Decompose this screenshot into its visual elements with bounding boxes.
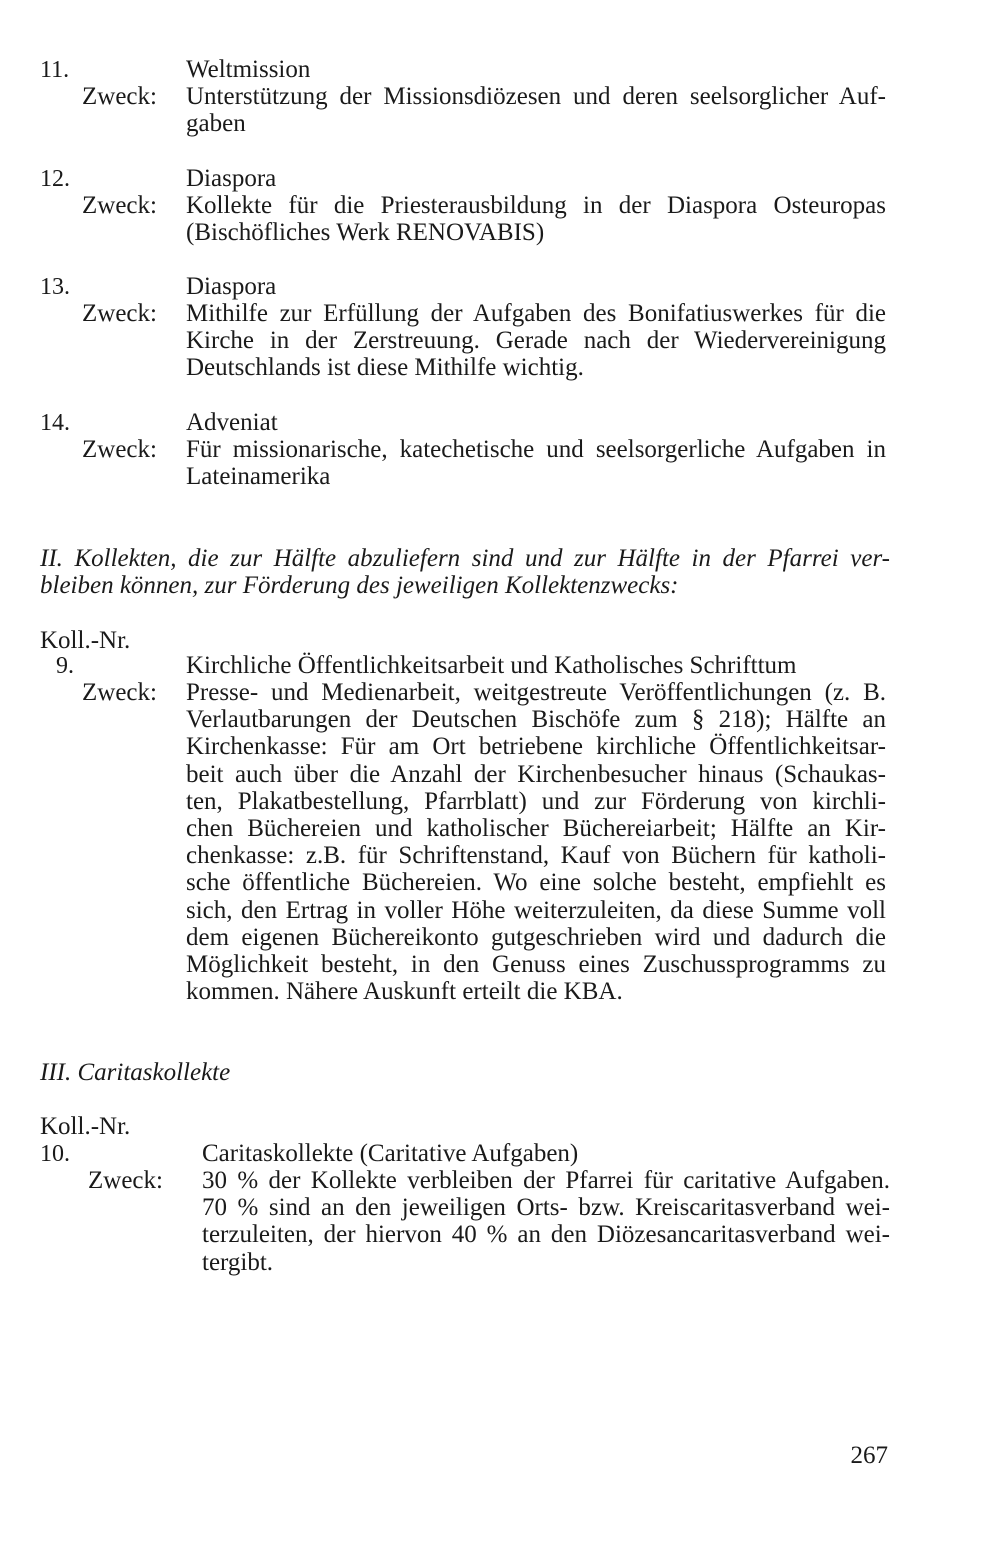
description-line: Kirchenkasse: Für am Ort betriebene kirchliche Öffentlichkeitsar- — [186, 733, 886, 761]
description-line: sche öffentliche Büchereien. Wo eine solche besteht, empfiehlt es — [186, 869, 886, 897]
description-line: terzuleiten, der hiervon 40 % an den Diözesancaritasverband wei- — [202, 1221, 890, 1249]
entry-description — [186, 300, 886, 382]
heading-line: II. Kollekten, die zur Hälfte abzuliefern sind und zur Hälfte in der Pfarrei ver- — [40, 545, 890, 572]
zweck-label: Zweck: — [82, 83, 157, 110]
zweck-label: Zweck: — [82, 192, 157, 219]
entry-description — [186, 83, 886, 137]
description-line: Presse- und Medienarbeit, weitgestreute Veröffentlichungen (z. B. — [186, 679, 886, 706]
description-line: ten, Plakatbestellung, Pfarrblatt) und zur Förderung von kirchli- — [186, 787, 886, 815]
entry-number: 12. — [40, 166, 70, 192]
zweck-label: Zweck: — [82, 300, 157, 327]
description-line: Kollekte für die Priesterausbildung in der Diaspora Osteuropas — [186, 192, 886, 219]
description-line: chen Büchereien und katholischer Büchereiarbeit; Hälfte an Kir- — [186, 815, 886, 843]
section-heading-ii — [40, 545, 890, 599]
entry-description — [186, 192, 886, 246]
description-line: 30 % der Kollekte verbleiben der Pfarrei für caritative Aufgaben. — [202, 1167, 890, 1194]
entry-description — [186, 436, 886, 490]
entry-title: Caritaskollekte (Caritative Aufgaben) — [202, 1140, 579, 1167]
entry-description — [202, 1167, 890, 1276]
entry-title: Kirchliche Öffentlichkeitsarbeit und Katholisches Schrifttum — [186, 652, 797, 679]
description-line: Für missionarische, katechetische und seelsorgerliche Aufgaben in — [186, 436, 886, 463]
koll-nr-label: Koll.-Nr. — [40, 627, 131, 654]
description-line: Mithilfe zur Erfüllung der Aufgaben des Bonifatiuswerkes für die — [186, 300, 886, 327]
zweck-label: Zweck: — [82, 679, 157, 706]
description-line: beit auch über die Anzahl der Kirchenbesucher hinaus (Schaukas- — [186, 760, 886, 788]
entry-title: Diaspora — [186, 273, 277, 300]
description-line: Möglichkeit besteht, in den Genuss eines Zuschussprogramms zu — [186, 951, 886, 979]
entry-number: 10. — [40, 1141, 70, 1167]
description-line: Lateinamerika — [186, 463, 331, 491]
entry-title: Adveniat — [186, 409, 278, 436]
description-line: Kirche in der Zerstreuung. Gerade nach der Wiedervereinigung — [186, 327, 886, 355]
entry-number: 13. — [40, 274, 70, 300]
koll-nr-label: Koll.-Nr. — [40, 1113, 131, 1140]
entry-number: 14. — [40, 410, 70, 436]
entry-description — [186, 679, 886, 1005]
description-line: Unterstützung der Missionsdiözesen und deren seelsorglicher Auf- — [186, 83, 886, 110]
entry-title: Diaspora — [186, 165, 277, 192]
description-line: dem eigenen Büchereikonto gutgeschrieben wird und dadurch die — [186, 923, 886, 951]
section-heading-iii: III. Caritaskollekte — [40, 1059, 231, 1086]
description-line: tergibt. — [202, 1248, 274, 1276]
description-line: sich, den Ertrag in voller Höhe weiterzuleiten, da diese Summe voll — [186, 896, 886, 924]
description-line: kommen. Nähere Auskunft erteilt die KBA. — [186, 978, 623, 1006]
description-line: gaben — [186, 110, 246, 138]
zweck-label: Zweck: — [88, 1167, 163, 1194]
description-line: Deutschlands ist diese Mithilfe wichtig. — [186, 354, 584, 382]
zweck-label: Zweck: — [82, 436, 157, 463]
description-line: Verlautbarungen der Deutschen Bischöfe zum § 218); Hälfte an — [186, 706, 886, 734]
page-number: 267 — [850, 1442, 888, 1469]
description-line: 70 % sind an den jeweiligen Orts- bzw. Kreiscaritasverband wei- — [202, 1194, 890, 1222]
entry-number: 11. — [40, 57, 70, 83]
description-line: (Bischöfliches Werk RENOVABIS) — [186, 219, 545, 247]
heading-line: bleiben können, zur Förderung des jeweiligen Kollektenzwecks: — [40, 572, 679, 600]
entry-number: 9. — [56, 653, 74, 679]
description-line: chenkasse: z.B. für Schriftenstand, Kauf von Büchern für katholi- — [186, 842, 886, 870]
entry-title: Weltmission — [186, 56, 311, 83]
